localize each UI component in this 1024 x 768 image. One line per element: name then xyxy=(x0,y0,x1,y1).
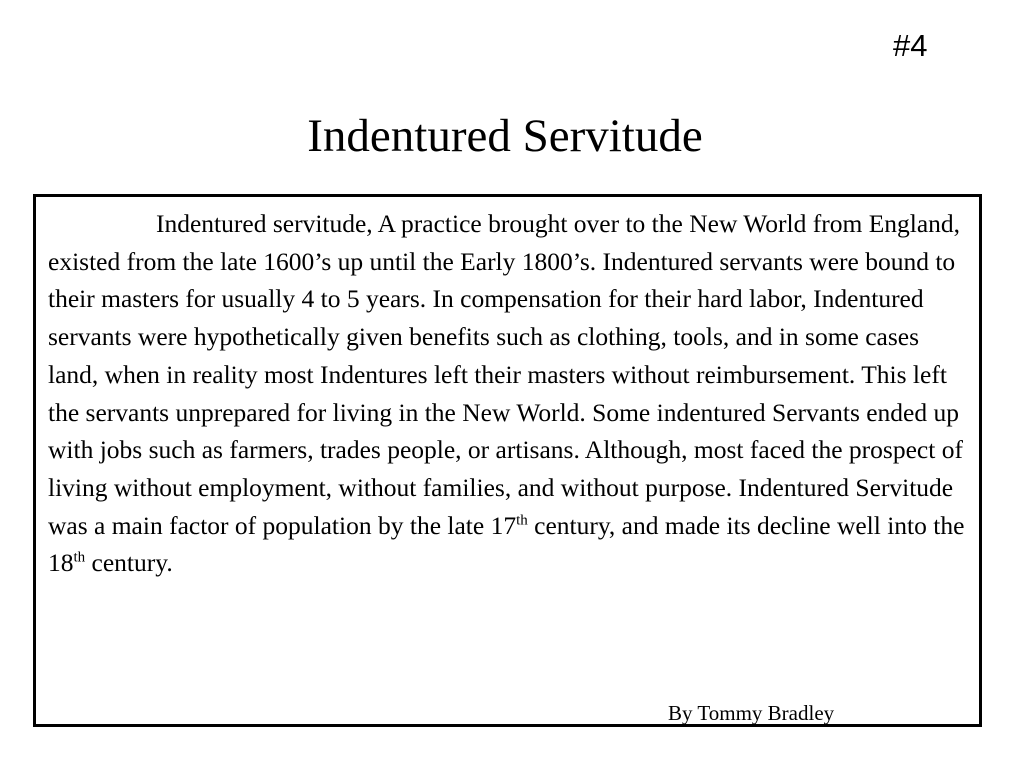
text-box xyxy=(33,194,982,727)
ordinal-suffix-17th: th xyxy=(516,512,528,529)
body-paragraph xyxy=(48,205,968,582)
slide-number: #4 xyxy=(893,28,928,63)
body-text-part-1: Indentured servitude, A practice brought over to the New World from England, existed from the late 1600’s up until the Early 1800’s. Indentured servants were bound to their masters for usually 4 to 5 years. In compensation for their hard labor, Indentured servants were hypothetically given benefits such as clothing, tools, and in some cases land, when in reality most Indentures left their masters without reimbursement. This left the servants unprepared for living in the New World. Some indentured Servants ended up with jobs such as farmers, trades people, or artisans. Although, most faced the prospect of living without employment, without families, and without purpose. Indentured Servitude was a main factor of population by the late 17 xyxy=(48,209,963,540)
ordinal-suffix-18th: th xyxy=(73,549,86,566)
slide-title: Indentured Servitude xyxy=(307,110,703,162)
body-text-part-3: century. xyxy=(85,548,173,578)
author-credit: By Tommy Bradley xyxy=(668,701,835,725)
body-text-part-2: century, and made its decline well into the 18 xyxy=(48,510,965,578)
